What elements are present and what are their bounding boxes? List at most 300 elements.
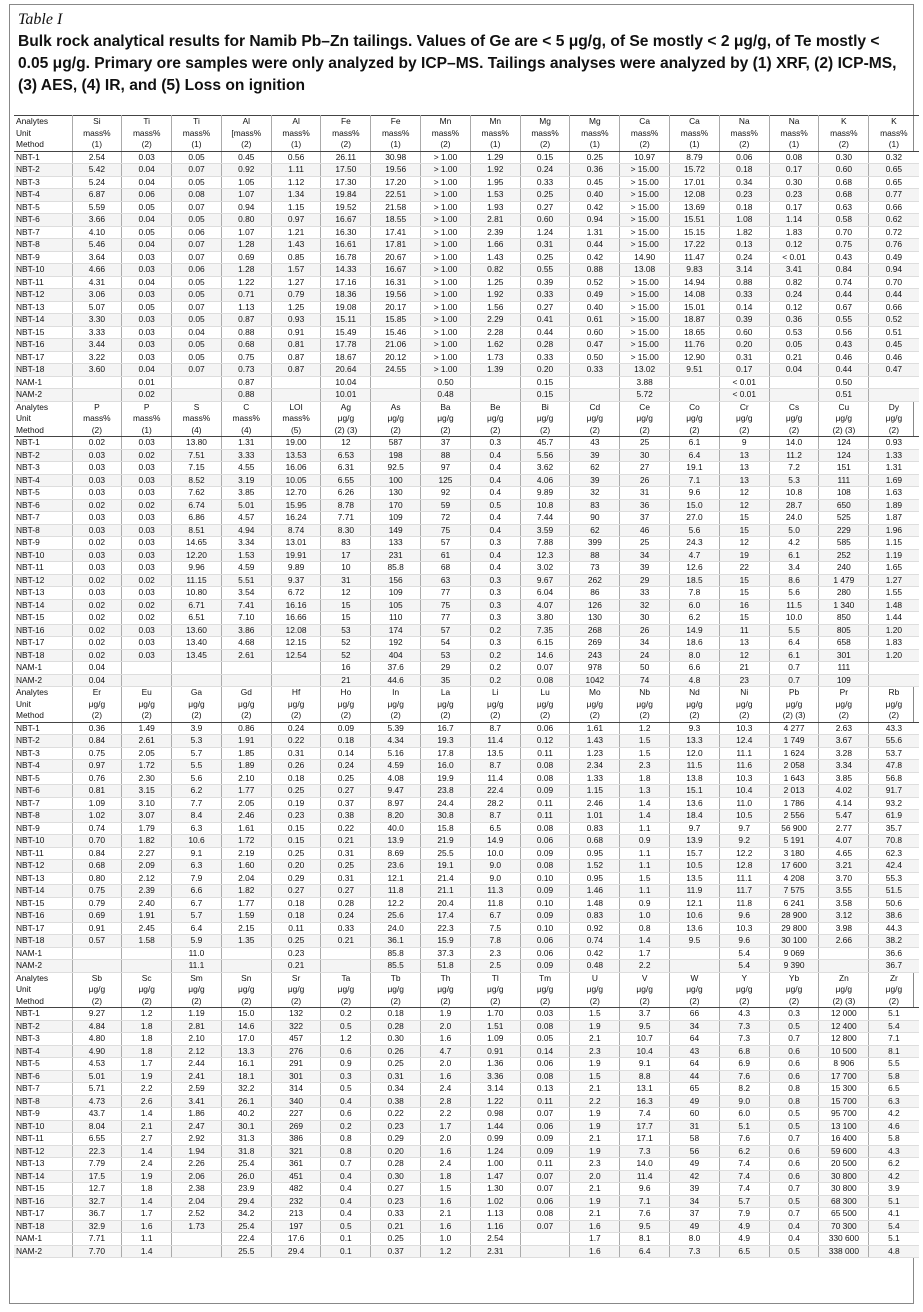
header-label: Unit	[14, 984, 72, 996]
table-cell: 2.4	[421, 1158, 471, 1171]
table-cell: 0.81	[72, 785, 122, 798]
table-cell: 5.01	[221, 499, 271, 512]
table-cell: 1.19	[869, 549, 919, 562]
table-cell: 1.25	[271, 301, 321, 314]
header-cell-methods: (2) (3)	[819, 425, 869, 437]
table-cell: 16.06	[271, 462, 321, 475]
header-cell-analytes: Ca	[620, 116, 670, 128]
table-cell: 0.86	[221, 722, 271, 735]
table-cell: 17.0	[221, 1033, 271, 1046]
table-cell: 21	[719, 662, 769, 675]
table-cell: 6.7	[470, 910, 520, 923]
table-cell: 0.02	[72, 537, 122, 550]
table-cell: 361	[271, 1158, 321, 1171]
table-cell: 1.5	[620, 747, 670, 760]
table-cell: 0.94	[221, 201, 271, 214]
table-cell: 6.26	[321, 487, 371, 500]
table-cell: 0.20	[271, 860, 321, 873]
table-cell: 17	[321, 549, 371, 562]
table-cell: 4.55	[221, 462, 271, 475]
table-cell: 0.1	[321, 1233, 371, 1246]
table-cell: 12	[719, 499, 769, 512]
table-cell: 1.61	[570, 722, 620, 735]
table-cell: 213	[271, 1208, 321, 1221]
sample-id: NBT-5	[14, 1058, 72, 1071]
table-cell: 14.90	[620, 251, 670, 264]
table-cell: 18.1	[221, 1070, 271, 1083]
table-cell: 2.06	[172, 1170, 222, 1183]
table-cell	[869, 376, 919, 389]
sample-id: NAM-2	[14, 960, 72, 973]
table-cell	[869, 662, 919, 675]
header-cell-units: μg/g	[719, 984, 769, 996]
table-cell: 0.03	[122, 264, 172, 277]
table-cell: 5.6	[172, 772, 222, 785]
table-row	[14, 649, 919, 662]
table-cell: 59	[421, 499, 471, 512]
table-cell: 1.23	[570, 747, 620, 760]
table-cell: 3.70	[819, 872, 869, 885]
table-cell: 12	[719, 649, 769, 662]
table-cell: 0.65	[869, 176, 919, 189]
table-cell: 1.9	[122, 1170, 172, 1183]
table-cell: 13.5	[670, 872, 720, 885]
table-cell: 31.3	[221, 1133, 271, 1146]
table-cell: 0.4	[321, 1170, 371, 1183]
header-cell-analytes: Ag	[321, 401, 371, 413]
table-cell: 75	[421, 524, 471, 537]
table-row	[14, 1033, 919, 1046]
table-cell: 26	[620, 474, 670, 487]
table-cell: 0.4	[470, 524, 520, 537]
table-cell: > 1.00	[421, 301, 471, 314]
table-cell: 52	[321, 637, 371, 650]
table-cell: 6.55	[72, 1133, 122, 1146]
table-cell: 111	[819, 474, 869, 487]
table-cell: 0.06	[520, 835, 570, 848]
table-cell: 1.7	[620, 947, 670, 960]
table-cell: 0.08	[520, 860, 570, 873]
table-cell: 5.8	[869, 1133, 919, 1146]
table-cell: 8.4	[172, 810, 222, 823]
table-cell: 0.23	[719, 189, 769, 202]
table-cell: 31	[321, 574, 371, 587]
table-cell: 1.28	[221, 239, 271, 252]
table-cell: 1.44	[470, 1120, 520, 1133]
table-cell: 130	[570, 612, 620, 625]
table-cell: 46	[620, 524, 670, 537]
table-row	[14, 549, 919, 562]
sample-id: NBT-4	[14, 760, 72, 773]
table-cell: 23.9	[221, 1183, 271, 1196]
table-cell: 1.62	[470, 339, 520, 352]
table-cell: 9.89	[520, 487, 570, 500]
table-cell: 37	[620, 512, 670, 525]
table-cell: 2.15	[221, 922, 271, 935]
table-cell: 1.31	[869, 462, 919, 475]
header-cell-analytes: La	[421, 687, 471, 699]
table-cell: 0.6	[769, 1045, 819, 1058]
table-cell: 0.15	[520, 389, 570, 402]
table-cell: 0.25	[271, 785, 321, 798]
table-cell: 1.43	[271, 239, 321, 252]
sample-id: NAM-2	[14, 389, 72, 402]
table-cell: 4 208	[769, 872, 819, 885]
table-cell: 23.8	[421, 785, 471, 798]
table-cell: 15.1	[670, 785, 720, 798]
table-cell: 21.58	[371, 201, 421, 214]
table-cell: 0.43	[819, 339, 869, 352]
table-cell: 20.4	[421, 897, 471, 910]
table-cell: 0.24	[321, 760, 371, 773]
sample-id: NBT-4	[14, 474, 72, 487]
table-cell: 0.5	[321, 1220, 371, 1233]
table-cell: 1.15	[570, 785, 620, 798]
table-cell: 0.15	[520, 151, 570, 164]
table-cell: 5.16	[371, 747, 421, 760]
header-cell-units: μg/g	[271, 699, 321, 711]
table-cell: 0.03	[72, 487, 122, 500]
table-cell: 4.1	[869, 1208, 919, 1221]
table-cell: 6.1	[769, 549, 819, 562]
table-cell: 6.4	[172, 922, 222, 935]
table-cell	[221, 960, 271, 973]
table-cell: 92	[421, 487, 471, 500]
header-cell-methods: (1)	[371, 139, 421, 151]
table-cell: 0.60	[819, 164, 869, 177]
table-cell: 10.0	[769, 612, 819, 625]
table-cell: 11.9	[670, 885, 720, 898]
table-cell: 2.6	[122, 1095, 172, 1108]
table-cell: 2.61	[122, 735, 172, 748]
table-cell: 0.80	[72, 872, 122, 885]
table-cell: 66	[670, 1008, 720, 1021]
header-cell-methods: (2)	[520, 710, 570, 722]
table-cell: 1.94	[172, 1145, 222, 1158]
table-cell: 17.8	[421, 747, 471, 760]
table-cell: 0.30	[371, 1170, 421, 1183]
table-cell: 12.15	[271, 637, 321, 650]
table-cell: 15.7	[670, 847, 720, 860]
table-cell: 24.0	[371, 922, 421, 935]
table-cell: 1.6	[421, 1145, 471, 1158]
table-cell: 4.9	[719, 1233, 769, 1246]
table-cell: 1.19	[172, 1008, 222, 1021]
table-cell: 0.24	[769, 289, 819, 302]
table-cell: 338 000	[819, 1245, 869, 1258]
sample-id: NBT-5	[14, 772, 72, 785]
header-cell-analytes: Zr	[869, 972, 919, 984]
table-cell: 386	[271, 1133, 321, 1146]
table-cell: 10.80	[172, 587, 222, 600]
table-row	[14, 264, 919, 277]
table-cell: 11.2	[769, 449, 819, 462]
table-cell: 0.03	[122, 289, 172, 302]
table-cell: 0.33	[321, 922, 371, 935]
header-cell-methods: (2)	[371, 425, 421, 437]
table-cell: 2.2	[620, 960, 670, 973]
table-cell: 1.4	[620, 797, 670, 810]
table-cell: 17.6	[271, 1233, 321, 1246]
table-cell: 0.7	[769, 1033, 819, 1046]
table-cell: 5.1	[719, 1120, 769, 1133]
table-cell: 1.92	[470, 289, 520, 302]
table-row	[14, 462, 919, 475]
header-row-methods	[14, 425, 919, 437]
table-cell: 0.33	[371, 1208, 421, 1221]
table-cell: 0.42	[570, 251, 620, 264]
table-cell	[271, 674, 321, 687]
table-cell: 0.25	[371, 1058, 421, 1071]
table-cell: 2.10	[172, 1033, 222, 1046]
table-cell: 5.5	[769, 624, 819, 637]
table-cell: 0.25	[520, 251, 570, 264]
table-cell: 44	[670, 1070, 720, 1083]
header-cell-analytes: Dy	[869, 401, 919, 413]
table-cell: 0.25	[321, 860, 371, 873]
table-cell: 64	[670, 1033, 720, 1046]
table-cell: 0.9	[620, 897, 670, 910]
table-cell: 1 643	[769, 772, 819, 785]
table-cell: 1.12	[271, 176, 321, 189]
table-cell: 0.36	[769, 314, 819, 327]
header-cell-units: μg/g	[719, 413, 769, 425]
table-cell: 18.87	[670, 314, 720, 327]
table-cell: 16	[321, 662, 371, 675]
table-cell: 12.2	[371, 897, 421, 910]
table-row	[14, 1058, 919, 1071]
header-cell-methods: (1)	[122, 425, 172, 437]
table-cell: 1 749	[769, 735, 819, 748]
table-cell: 0.72	[869, 226, 919, 239]
table-cell: 3.28	[819, 747, 869, 760]
table-cell: 5.6	[670, 524, 720, 537]
table-cell: 4.94	[221, 524, 271, 537]
table-cell: 0.04	[769, 364, 819, 377]
table-cell: 34	[620, 637, 670, 650]
table-cell: 62.3	[869, 847, 919, 860]
table-cell: 7.15	[172, 462, 222, 475]
table-cell: 525	[819, 512, 869, 525]
table-cell: 2.05	[122, 747, 172, 760]
table-cell: 29.4	[221, 1195, 271, 1208]
table-cell: 404	[371, 649, 421, 662]
table-cell: > 1.00	[421, 289, 471, 302]
table-cell: 44.3	[869, 922, 919, 935]
table-cell: 9.0	[719, 1095, 769, 1108]
header-cell-analytes: LOI	[271, 401, 321, 413]
table-cell: 27	[620, 462, 670, 475]
header-cell-analytes: Er	[72, 687, 122, 699]
table-cell: 0.08	[520, 772, 570, 785]
table-cell: 1.14	[769, 214, 819, 227]
table-cell: > 15.00	[620, 351, 670, 364]
table-cell: 0.31	[271, 747, 321, 760]
table-cell: 151	[819, 462, 869, 475]
table-cell: 15	[719, 612, 769, 625]
header-cell-analytes: Th	[421, 972, 471, 984]
header-cell-units: μg/g	[819, 413, 869, 425]
header-label: Analytes	[14, 116, 72, 128]
table-cell: 9.1	[620, 1058, 670, 1071]
table-row	[14, 637, 919, 650]
table-cell: 0.31	[520, 239, 570, 252]
header-cell-units: μg/g	[72, 984, 122, 996]
table-cell: 85.8	[371, 562, 421, 575]
table-row	[14, 1233, 919, 1246]
table-cell: 0.05	[172, 339, 222, 352]
table-cell: 0.45	[869, 339, 919, 352]
table-cell: 0.14	[719, 301, 769, 314]
table-cell: 9 390	[769, 960, 819, 973]
header-cell-units: μg/g	[470, 984, 520, 996]
table-cell: 3.59	[520, 524, 570, 537]
table-cell: 75	[421, 599, 471, 612]
table-cell: 0.66	[869, 201, 919, 214]
table-cell: 269	[570, 637, 620, 650]
table-cell: 3.07	[122, 810, 172, 823]
table-cell: 1.36	[470, 1058, 520, 1071]
table-cell: 0.03	[122, 151, 172, 164]
table-cell: 6.72	[271, 587, 321, 600]
table-cell: 23	[719, 674, 769, 687]
table-cell: 0.76	[869, 239, 919, 252]
header-cell-analytes: Fe	[321, 116, 371, 128]
table-cell: 6.2	[869, 1158, 919, 1171]
table-cell: 9.0	[470, 860, 520, 873]
table-cell: 7.9	[172, 872, 222, 885]
table-cell: 3.34	[819, 760, 869, 773]
table-row	[14, 537, 919, 550]
table-cell: 2.2	[570, 1095, 620, 1108]
table-cell: 11.4	[470, 735, 520, 748]
table-cell: 2.92	[172, 1133, 222, 1146]
table-cell: 5.0	[769, 524, 819, 537]
table-cell: 14.08	[670, 289, 720, 302]
header-cell-analytes: Na	[769, 116, 819, 128]
table-cell: 0.43	[819, 251, 869, 264]
sample-id: NBT-14	[14, 1170, 72, 1183]
table-cell: 322	[271, 1020, 321, 1033]
table-cell: 0.03	[122, 512, 172, 525]
table-cell: 7.4	[719, 1170, 769, 1183]
table-cell: 2.2	[122, 1083, 172, 1096]
table-cell: 7.88	[520, 537, 570, 550]
table-cell: 8.8	[620, 1070, 670, 1083]
sample-id: NBT-8	[14, 810, 72, 823]
table-cell: 36	[620, 499, 670, 512]
header-cell-methods: (2)	[421, 425, 471, 437]
table-cell: 36.7	[72, 1208, 122, 1221]
table-cell: > 1.00	[421, 264, 471, 277]
table-cell: 7.3	[719, 1033, 769, 1046]
table-cell: 2.27	[122, 847, 172, 860]
table-cell: 1.35	[221, 935, 271, 948]
table-cell: 0.17	[769, 201, 819, 214]
table-cell: 16.61	[321, 239, 371, 252]
table-cell: 1.5	[421, 1183, 471, 1196]
header-cell-methods: (2)	[72, 425, 122, 437]
table-cell: 1.28	[221, 264, 271, 277]
table-cell: 13.5	[470, 747, 520, 760]
table-cell: 0.7	[769, 1208, 819, 1221]
table-cell: 0.63	[819, 201, 869, 214]
table-cell: 0.27	[371, 1183, 421, 1196]
sample-id: NBT-7	[14, 797, 72, 810]
table-cell: 658	[819, 637, 869, 650]
table-cell: 1.82	[719, 226, 769, 239]
table-cell: 1.48	[869, 599, 919, 612]
header-cell-analytes: Mn	[421, 116, 471, 128]
header-cell-analytes: Sm	[172, 972, 222, 984]
table-cell: < 0.01	[719, 389, 769, 402]
header-cell-analytes: Cu	[819, 401, 869, 413]
table-cell: 7.41	[221, 599, 271, 612]
table-cell: 2.46	[570, 797, 620, 810]
sample-id: NBT-8	[14, 524, 72, 537]
table-row	[14, 189, 919, 202]
table-cell: 0.05	[172, 214, 222, 227]
table-cell: 21.4	[421, 872, 471, 885]
table-cell: 1.48	[570, 897, 620, 910]
table-cell: 3.44	[72, 339, 122, 352]
table-cell: 0.28	[520, 339, 570, 352]
table-cell: 20 500	[819, 1158, 869, 1171]
table-cell: 1.8	[122, 1183, 172, 1196]
table-cell: 0.13	[719, 239, 769, 252]
table-cell: 58	[670, 1133, 720, 1146]
table-cell: 7.4	[719, 1183, 769, 1196]
header-cell-analytes: Rb	[869, 687, 919, 699]
table-cell: 0.02	[122, 449, 172, 462]
table-cell: 0.03	[122, 487, 172, 500]
sample-id: NBT-15	[14, 326, 72, 339]
table-cell: 7.10	[221, 612, 271, 625]
table-cell: 0.03	[122, 462, 172, 475]
table-cell: 1.7	[122, 1058, 172, 1071]
table-cell: 0.23	[371, 1195, 421, 1208]
table-cell: 10.6	[670, 910, 720, 923]
table-cell: 0.7	[769, 674, 819, 687]
table-caption: Bulk rock analytical results for Namib Pb–Zn tailings. Values of Ge are < 5 μg/g, of Se mostly < 2 μg/g, of Te mostly < 0.05 μg/g. Primary ore samples were only analyzed by ICP–MS. Tailings analyses were analyzed by (1) XRF, (2) ICP-MS, (3) AES, (4) IR, and (5) Loss on ignition	[18, 33, 897, 94]
header-cell-units: μg/g	[321, 699, 371, 711]
table-cell: 0.6	[321, 1108, 371, 1121]
table-cell: 30	[620, 612, 670, 625]
table-cell: 0.42	[570, 201, 620, 214]
header-cell-units: μg/g	[221, 984, 271, 996]
table-row	[14, 276, 919, 289]
header-label: Method	[14, 425, 72, 437]
table-cell: 0.03	[122, 537, 172, 550]
table-cell: 65 500	[819, 1208, 869, 1221]
table-row	[14, 1070, 919, 1083]
table-cell: 2.0	[570, 1170, 620, 1183]
table-cell: 14.94	[670, 276, 720, 289]
table-cell: 0.3	[321, 1070, 371, 1083]
table-cell: 51.5	[869, 885, 919, 898]
table-cell: 0.08	[520, 1020, 570, 1033]
table-cell: 1.82	[122, 835, 172, 848]
table-cell: 4.9	[719, 1220, 769, 1233]
table-cell: 10.5	[719, 810, 769, 823]
table-cell: 0.4	[769, 1220, 819, 1233]
table-cell: 13 100	[819, 1120, 869, 1133]
sample-id: NBT-6	[14, 785, 72, 798]
table-cell: 7.2	[769, 462, 819, 475]
table-cell: 1.6	[421, 1220, 471, 1233]
table-cell: 1.39	[470, 364, 520, 377]
table-cell: 12 000	[819, 1008, 869, 1021]
